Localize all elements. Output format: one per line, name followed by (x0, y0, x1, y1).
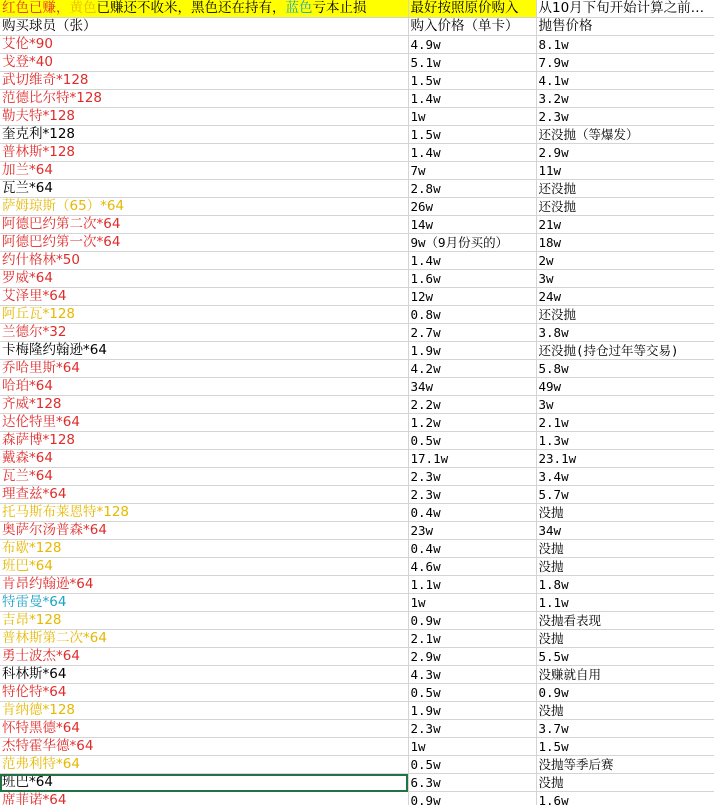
buy-price-cell[interactable]: 5.1w (408, 54, 536, 72)
buy-price-cell[interactable]: 1w (408, 594, 536, 612)
player-name-cell[interactable]: 哈珀*64 (0, 378, 408, 396)
player-name-cell[interactable]: 戈登*40 (0, 54, 408, 72)
sell-price-cell[interactable]: 34w (536, 522, 714, 540)
legend-yellow-text: 黄色 (69, 0, 97, 16)
table-row (0, 540, 714, 558)
player-name-cell[interactable]: 达伦特里*64 (0, 414, 408, 432)
buy-price-cell[interactable]: 26w (408, 198, 536, 216)
player-name-cell[interactable]: 托马斯布莱恩特*128 (0, 504, 408, 522)
sell-price-cell[interactable]: 没抛 (536, 504, 714, 522)
table-row (0, 342, 714, 360)
table-row (0, 252, 714, 270)
player-name-cell[interactable]: 森萨博*128 (0, 432, 408, 450)
header-player[interactable]: 购买球员（张） (0, 18, 408, 36)
buy-price-cell[interactable]: 4.9w (408, 36, 536, 54)
sell-price-cell[interactable]: 24w (536, 288, 714, 306)
buy-price-cell[interactable]: 0.5w (408, 684, 536, 702)
sell-price-cell[interactable]: 1.3w (536, 432, 714, 450)
player-name-cell[interactable]: 加兰*64 (0, 162, 408, 180)
buy-price-cell[interactable]: 1.4w (408, 144, 536, 162)
buy-price-cell[interactable]: 4.6w (408, 558, 536, 576)
table-row (0, 576, 714, 594)
sell-price-cell[interactable]: 3w (536, 270, 714, 288)
sell-price-cell[interactable]: 11w (536, 162, 714, 180)
table-row (0, 324, 714, 342)
buy-price-cell[interactable]: 1.9w (408, 342, 536, 360)
sell-price-cell[interactable]: 5.7w (536, 486, 714, 504)
table-row (0, 720, 714, 738)
table-row (0, 414, 714, 432)
sell-price-cell[interactable]: 7.9w (536, 54, 714, 72)
legend-blue-desc: 亏本止损 (312, 0, 367, 16)
table-row (0, 774, 714, 792)
buy-price-cell[interactable]: 6.3w (408, 774, 536, 792)
sell-price-cell[interactable]: 没抛 (536, 702, 714, 720)
sell-price-cell[interactable]: 8.1w (536, 36, 714, 54)
sell-price-cell[interactable]: 3.4w (536, 468, 714, 486)
table-row (0, 36, 714, 54)
player-name-cell[interactable]: 勇士波杰*64 (0, 648, 408, 666)
player-name-cell[interactable]: 萨姆琼斯（65）*64 (0, 198, 408, 216)
player-name-cell[interactable]: 班巴*64 (0, 558, 408, 576)
sell-price-cell[interactable]: 0.9w (536, 684, 714, 702)
player-name-cell[interactable]: 武切维奇*128 (0, 72, 408, 90)
sell-price-cell[interactable]: 5.5w (536, 648, 714, 666)
table-row (0, 432, 714, 450)
header-sell-price[interactable]: 抛售价格 (536, 18, 714, 36)
player-name-cell[interactable]: 普林斯*128 (0, 144, 408, 162)
sell-price-cell[interactable]: 3.7w (536, 720, 714, 738)
header-row (0, 18, 714, 36)
player-name-cell[interactable]: 范弗利特*64 (0, 756, 408, 774)
buy-price-cell[interactable]: 4.3w (408, 666, 536, 684)
player-name-cell[interactable]: 乔哈里斯*64 (0, 360, 408, 378)
table-row (0, 306, 714, 324)
player-name-cell[interactable]: 奎克利*128 (0, 126, 408, 144)
sell-price-cell[interactable]: 没抛 (536, 630, 714, 648)
buy-price-cell[interactable]: 0.9w (408, 612, 536, 630)
sell-price-cell[interactable]: 5.8w (536, 360, 714, 378)
player-name-cell[interactable]: 瓦兰*64 (0, 468, 408, 486)
legend-blue-text: 蓝色 (285, 0, 313, 16)
buy-price-cell[interactable]: 23w (408, 522, 536, 540)
table-row (0, 270, 714, 288)
table-row (0, 522, 714, 540)
sell-price-cell[interactable]: 2.9w (536, 144, 714, 162)
buy-price-cell[interactable]: 0.9w (408, 792, 536, 805)
table-row (0, 198, 714, 216)
player-name-cell[interactable]: 范德比尔特*128 (0, 90, 408, 108)
buy-price-cell[interactable]: 0.4w (408, 504, 536, 522)
sell-price-cell[interactable]: 1.8w (536, 576, 714, 594)
player-name-cell[interactable]: 瓦兰*64 (0, 180, 408, 198)
player-name-cell[interactable]: 齐威*128 (0, 396, 408, 414)
player-name-cell[interactable]: 阿德巴约第二次*64 (0, 216, 408, 234)
sell-price-cell[interactable]: 还没抛 (536, 198, 714, 216)
table-row (0, 504, 714, 522)
buy-price-cell[interactable]: 0.4w (408, 540, 536, 558)
buy-price-cell[interactable]: 1w (408, 738, 536, 756)
table-row (0, 450, 714, 468)
buy-price-cell[interactable]: 2.3w (408, 486, 536, 504)
player-name-cell[interactable]: 杰特霍华德*64 (0, 738, 408, 756)
player-name-cell[interactable]: 理查兹*64 (0, 486, 408, 504)
table-row (0, 162, 714, 180)
sell-price-cell[interactable]: 还没抛 (536, 180, 714, 198)
table-row (0, 180, 714, 198)
table-row (0, 288, 714, 306)
player-name-cell[interactable]: 特伦特*64 (0, 684, 408, 702)
player-name-cell[interactable]: 肯昂约翰逊*64 (0, 576, 408, 594)
table-row (0, 72, 714, 90)
table-row (0, 612, 714, 630)
table-row (0, 486, 714, 504)
player-name-cell[interactable]: 勒夫特*128 (0, 108, 408, 126)
sell-price-cell[interactable]: 49w (536, 378, 714, 396)
buy-price-cell[interactable]: 1.4w (408, 90, 536, 108)
buy-price-cell[interactable]: 1.9w (408, 702, 536, 720)
sell-price-cell[interactable]: 没抛等季后赛 (536, 756, 714, 774)
sell-price-cell[interactable]: 1.6w (536, 792, 714, 805)
buy-price-cell[interactable]: 7w (408, 162, 536, 180)
sell-price-cell[interactable]: 没赚就自用 (536, 666, 714, 684)
legend-yellow-desc: 已赚还不收米，黑色还在持有， (96, 0, 286, 16)
player-name-cell[interactable]: 怀特黑德*64 (0, 720, 408, 738)
table-row (0, 90, 714, 108)
buy-price-cell[interactable]: 2.8w (408, 180, 536, 198)
table-row (0, 396, 714, 414)
buy-price-cell[interactable]: 1.6w (408, 270, 536, 288)
buy-price-cell[interactable]: 2.3w (408, 720, 536, 738)
player-name-cell[interactable]: 艾泽里*64 (0, 288, 408, 306)
buy-price-cell[interactable]: 1.5w (408, 72, 536, 90)
sell-price-cell[interactable]: 还没抛 (536, 306, 714, 324)
table-row (0, 126, 714, 144)
table-row (0, 144, 714, 162)
buy-price-cell[interactable]: 2.9w (408, 648, 536, 666)
player-name-cell[interactable]: 特雷曼*64 (0, 594, 408, 612)
buy-price-cell[interactable]: 9w（9月份买的） (408, 234, 536, 252)
buy-price-cell[interactable]: 1w (408, 108, 536, 126)
table-row (0, 468, 714, 486)
buy-price-cell[interactable]: 2.3w (408, 468, 536, 486)
buy-price-cell[interactable]: 2.2w (408, 396, 536, 414)
table-row (0, 234, 714, 252)
legend-note-cell[interactable]: 最好按照原价购入 (408, 0, 536, 18)
sell-price-cell[interactable]: 2.1w (536, 414, 714, 432)
sell-price-cell[interactable]: 3w (536, 396, 714, 414)
legend-red-text: 红色已赚， (2, 0, 70, 16)
sell-price-cell[interactable]: 3.8w (536, 324, 714, 342)
sell-price-cell[interactable]: 还没抛(持仓过年等交易) (536, 342, 714, 360)
table-row (0, 792, 714, 805)
legend-row (0, 0, 714, 18)
player-name-cell[interactable]: 阿德巴约第一次*64 (0, 234, 408, 252)
table-row (0, 756, 714, 774)
player-name-cell[interactable]: 科林斯*64 (0, 666, 408, 684)
sell-price-cell[interactable]: 没抛 (536, 558, 714, 576)
table-row (0, 648, 714, 666)
buy-price-cell[interactable]: 34w (408, 378, 536, 396)
sell-price-cell[interactable]: 2w (536, 252, 714, 270)
buy-price-cell[interactable]: 12w (408, 288, 536, 306)
table-row (0, 702, 714, 720)
player-name-cell[interactable]: 卡梅隆约翰逊*64 (0, 342, 408, 360)
table-row (0, 360, 714, 378)
table-row (0, 558, 714, 576)
legend-cell[interactable] (0, 0, 408, 18)
buy-price-cell[interactable]: 17.1w (408, 450, 536, 468)
buy-price-cell[interactable]: 0.5w (408, 432, 536, 450)
player-name-cell[interactable]: 班巴*64 (0, 774, 408, 792)
table-row (0, 630, 714, 648)
buy-price-cell[interactable]: 0.5w (408, 756, 536, 774)
player-name-cell[interactable]: 约什格林*50 (0, 252, 408, 270)
player-name-cell[interactable]: 阿丘瓦*128 (0, 306, 408, 324)
table-row (0, 378, 714, 396)
sell-price-cell[interactable]: 3.2w (536, 90, 714, 108)
sell-price-cell[interactable]: 没抛看表现 (536, 612, 714, 630)
player-name-cell[interactable]: 兰德尔*32 (0, 324, 408, 342)
table-row (0, 54, 714, 72)
sell-price-cell[interactable]: 1.1w (536, 594, 714, 612)
player-name-cell[interactable]: 奥萨尔汤普森*64 (0, 522, 408, 540)
table-row (0, 216, 714, 234)
buy-price-cell[interactable]: 1.1w (408, 576, 536, 594)
sell-price-cell[interactable]: 没抛 (536, 540, 714, 558)
buy-price-cell[interactable]: 1.2w (408, 414, 536, 432)
buy-price-cell[interactable]: 14w (408, 216, 536, 234)
player-name-cell[interactable]: 吉昂*128 (0, 612, 408, 630)
sell-price-cell[interactable]: 2.3w (536, 108, 714, 126)
legend-tail-cell[interactable]: 从10月下旬开始计算之前… (536, 0, 714, 18)
header-buy-price[interactable]: 购入价格（单卡） (408, 18, 536, 36)
player-name-cell[interactable]: 席菲诺*64 (0, 792, 408, 805)
sell-price-cell[interactable]: 18w (536, 234, 714, 252)
player-name-cell[interactable]: 艾伦*90 (0, 36, 408, 54)
sell-price-cell[interactable]: 还没抛（等爆发） (536, 126, 714, 144)
player-name-cell[interactable]: 罗威*64 (0, 270, 408, 288)
table-row (0, 684, 714, 702)
player-name-cell[interactable]: 肯纳德*128 (0, 702, 408, 720)
sell-price-cell[interactable]: 没抛 (536, 774, 714, 792)
table-row (0, 666, 714, 684)
buy-price-cell[interactable]: 2.7w (408, 324, 536, 342)
player-name-cell[interactable]: 戴森*64 (0, 450, 408, 468)
buy-price-cell[interactable]: 0.8w (408, 306, 536, 324)
player-name-cell[interactable]: 普林斯第二次*64 (0, 630, 408, 648)
sell-price-cell[interactable]: 1.5w (536, 738, 714, 756)
table-row (0, 594, 714, 612)
buy-price-cell[interactable]: 2.1w (408, 630, 536, 648)
sell-price-cell[interactable]: 21w (536, 216, 714, 234)
table-row (0, 738, 714, 756)
sell-price-cell[interactable]: 4.1w (536, 72, 714, 90)
buy-price-cell[interactable]: 4.2w (408, 360, 536, 378)
sell-price-cell[interactable]: 23.1w (536, 450, 714, 468)
table-row (0, 108, 714, 126)
buy-price-cell[interactable]: 1.5w (408, 126, 536, 144)
player-name-cell[interactable]: 布歇*128 (0, 540, 408, 558)
buy-price-cell[interactable]: 1.4w (408, 252, 536, 270)
